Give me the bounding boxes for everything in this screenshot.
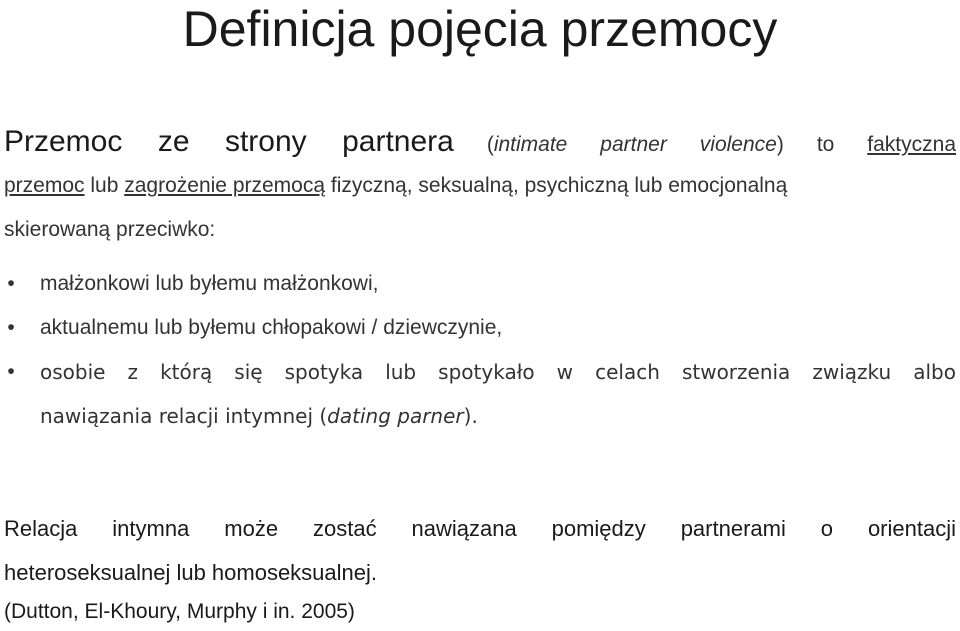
definition-line-2 [4, 164, 956, 208]
list-item [4, 350, 956, 438]
definition-zagrozenie: zagrożenie przemocą [124, 174, 326, 197]
relation-line-2: heteroseksualnej lub homoseksualnej. [4, 560, 378, 585]
list-item [4, 262, 956, 306]
bullet-marker: • [7, 272, 15, 295]
relation-line-1: Relacja intymna może zostać nawiązana pomiędzy partnerami o orientacji [4, 516, 956, 541]
citation: (Dutton, El-Khoury, Murphy i in. 2005) [4, 600, 355, 623]
definition-to: to [816, 133, 835, 156]
list-item [4, 306, 956, 350]
definition-line-1 [4, 120, 956, 164]
definition-rest: fizyczną, seksualną, psychiczną lub emocjonalną [330, 174, 788, 197]
bullet-marker: • [7, 360, 15, 383]
list-item-text: małżonkowi lub byłemu małżonkowi, [40, 272, 379, 295]
list-item-text: osobie z którą się spotyka lub spotykało w celach stworzenia związku albo [40, 360, 956, 384]
bullet-marker: • [7, 316, 15, 339]
list-item-text-cont: nawiązania relacji intymnej (dating parner). [40, 404, 478, 428]
definition-lub: lub [90, 174, 119, 197]
definition-lead: Przemoc ze strony partnera [4, 125, 454, 158]
definition-przemoc: przemoc [4, 174, 85, 197]
definition-paragraph [4, 120, 956, 252]
list-item-text: aktualnemu lub byłemu chłopakowi / dziewczynie, [40, 316, 503, 339]
definition-line-3: skierowaną przeciwko: [4, 218, 216, 241]
target-list [4, 262, 956, 438]
definition-term: (intimate partner violence) [486, 133, 784, 156]
page-title: Definicja pojęcia przemocy [182, 1, 778, 57]
definition-faktyczna: faktyczna [867, 133, 956, 156]
relation-paragraph [4, 507, 956, 595]
definition-term-en: intimate partner violence [493, 133, 777, 156]
